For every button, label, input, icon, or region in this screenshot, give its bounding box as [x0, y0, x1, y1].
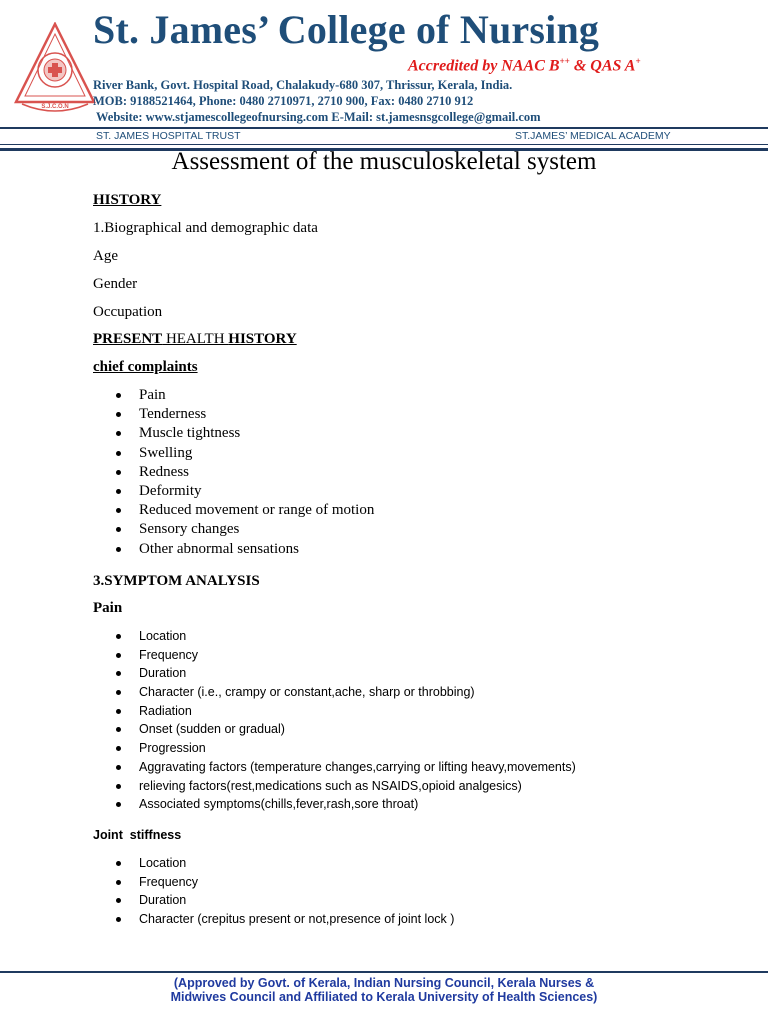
- joint-stiffness-heading: Joint stiffness: [93, 828, 182, 842]
- college-logo: [14, 22, 96, 112]
- history-heading: HISTORY: [93, 192, 162, 208]
- present-health-history-heading: PRESENT HEALTH HISTORY: [93, 331, 297, 347]
- list-item: Frequency: [0, 646, 576, 665]
- logo-label: S.J.C.O.N: [41, 104, 69, 110]
- bio-field-gender: Gender: [93, 276, 138, 292]
- list-item: Pain: [0, 386, 374, 405]
- chief-complaints-heading: chief complaints: [93, 359, 198, 375]
- list-item: Other abnormal sensations: [0, 540, 374, 559]
- list-item: Duration: [0, 664, 576, 683]
- list-item: Tenderness: [0, 405, 374, 424]
- list-item: Aggravating factors (temperature changes,carrying or lifting heavy,movements): [0, 758, 576, 777]
- document-title: Assessment of the musculoskeletal system: [171, 148, 597, 175]
- list-item: Deformity: [0, 482, 374, 501]
- list-item: Character (i.e., crampy or constant,ache, sharp or throbbing): [0, 683, 576, 702]
- contact-line: MOB: 9188521464, Phone: 0480 2710971, 2710 900, Fax: 0480 2710 912: [93, 94, 474, 108]
- pain-heading: Pain: [93, 600, 123, 616]
- list-item: Progression: [0, 739, 576, 758]
- list-item: Muscle tightness: [0, 424, 374, 443]
- footer-line-2: Midwives Council and Affiliated to Kerala University of Health Sciences): [170, 990, 598, 1004]
- list-item: Location: [0, 854, 454, 873]
- header-divider-mid: [0, 144, 768, 145]
- list-item: Character (crepitus present or not,presence of joint lock ): [0, 910, 454, 929]
- pain-analysis-list: [0, 627, 576, 814]
- list-item: Duration: [0, 891, 454, 910]
- college-name: St. James’ College of Nursing: [93, 7, 600, 52]
- bio-field-occupation: Occupation: [93, 304, 163, 320]
- list-item: Location: [0, 627, 576, 646]
- footer-divider: [0, 971, 768, 973]
- symptom-analysis-heading: 3.SYMPTOM ANALYSIS: [93, 573, 260, 589]
- list-item: Swelling: [0, 444, 374, 463]
- trust-left: ST. JAMES HOSPITAL TRUST: [96, 130, 241, 142]
- joint-stiffness-list: [0, 854, 454, 929]
- website-email-line: Website: www.stjamescollegeofnursing.com E-Mail: st.jamesnsgcollege@gmail.com: [96, 110, 541, 124]
- footer-line-1: (Approved by Govt. of Kerala, Indian Nursing Council, Kerala Nurses &: [173, 976, 595, 990]
- list-item: relieving factors(rest,medications such as NSAIDS,opioid analgesics): [0, 777, 576, 796]
- biographical-heading: 1.Biographical and demographic data: [93, 220, 318, 236]
- list-item: Associated symptoms(chills,fever,rash,sore throat): [0, 795, 576, 814]
- trust-right: ST.JAMES’ MEDICAL ACADEMY: [515, 130, 671, 142]
- list-item: Frequency: [0, 873, 454, 892]
- header-divider-top: [0, 127, 768, 129]
- chief-complaints-list: [0, 386, 374, 559]
- list-item: Reduced movement or range of motion: [0, 501, 374, 520]
- list-item: Sensory changes: [0, 520, 374, 539]
- list-item: Radiation: [0, 702, 576, 721]
- accreditation-text: Accredited by NAAC B++ & QAS A+: [408, 56, 641, 75]
- list-item: Redness: [0, 463, 374, 482]
- list-item: Onset (sudden or gradual): [0, 720, 576, 739]
- bio-field-age: Age: [93, 248, 118, 264]
- address-line: River Bank, Govt. Hospital Road, Chalakudy-680 307, Thrissur, Kerala, India.: [93, 78, 513, 92]
